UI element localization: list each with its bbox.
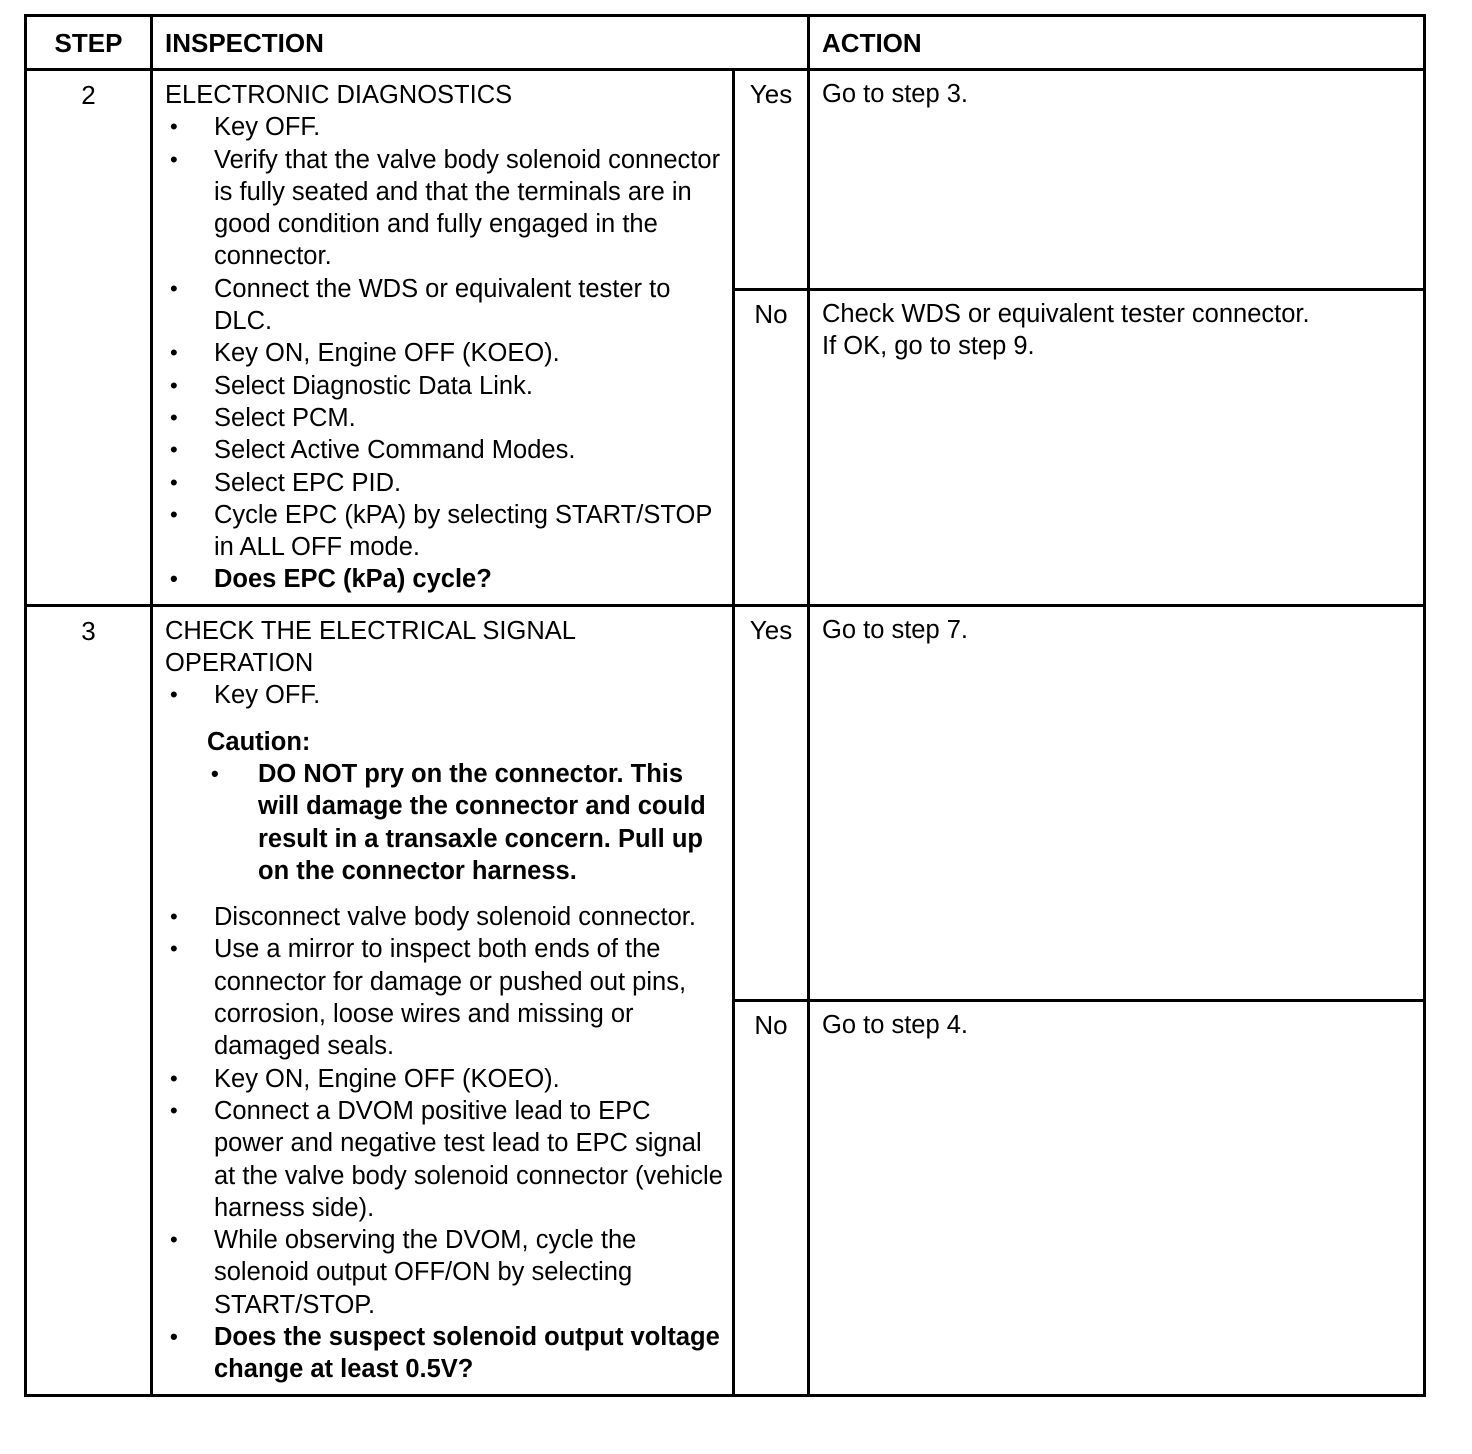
caution-block	[207, 726, 724, 887]
inspection-header: INSPECTION	[152, 16, 809, 70]
no-label: No	[734, 290, 809, 606]
list-item: • Key OFF.	[165, 111, 724, 143]
list-item: • Key ON, Engine OFF (KOEO).	[165, 1063, 724, 1095]
question-item: • Does EPC (kPa) cycle?	[165, 563, 724, 595]
no-label: No	[734, 1000, 809, 1395]
instruction-list	[165, 901, 724, 1385]
table-header-row	[26, 16, 1425, 70]
list-item: • Disconnect valve body solenoid connector.	[165, 901, 724, 933]
list-item: • Select Diagnostic Data Link.	[165, 370, 724, 402]
caution-heading: Caution:	[207, 727, 311, 756]
step-header: STEP	[26, 16, 152, 70]
list-item: • Select PCM.	[165, 402, 724, 434]
table-row-step-3	[26, 605, 1425, 1000]
instruction-list	[165, 679, 724, 711]
step-number: 3	[26, 605, 152, 1395]
yes-label: Yes	[734, 605, 809, 1000]
step-title: ELECTRONIC DIAGNOSTICS	[165, 81, 513, 109]
list-item: • Verify that the valve body solenoid connector is fully seated and that the terminals are in good condition and fully engaged in the connector.	[165, 144, 724, 273]
yes-label: Yes	[734, 70, 809, 290]
no-action: Check WDS or equivalent tester connector. If OK, go to step 9.	[809, 290, 1425, 606]
list-item: • Use a mirror to inspect both ends of the connector for damage or pushed out pins, corrosion, loose wires and missing or damaged seals.	[165, 933, 724, 1062]
question-item: • Does the suspect solenoid output voltage change at least 0.5V?	[165, 1321, 724, 1386]
yes-action: Go to step 7.	[809, 605, 1425, 1000]
list-item: • Connect the WDS or equivalent tester to DLC.	[165, 273, 724, 338]
inspection-cell	[152, 70, 734, 606]
list-item: • Select Active Command Modes.	[165, 434, 724, 466]
step-number: 2	[26, 70, 152, 606]
list-item: • Connect a DVOM positive lead to EPC power and negative test lead to EPC signal at the valve body solenoid connector (vehicle harness side).	[165, 1095, 724, 1224]
list-item: • Select EPC PID.	[165, 467, 724, 499]
action-header: ACTION	[809, 16, 1425, 70]
list-item: • Key ON, Engine OFF (KOEO).	[165, 337, 724, 369]
no-action: Go to step 4.	[809, 1000, 1425, 1395]
table-row-step-2	[26, 70, 1425, 290]
yes-action: Go to step 3.	[809, 70, 1425, 290]
list-item: • While observing the DVOM, cycle the solenoid output OFF/ON by selecting START/STOP.	[165, 1224, 724, 1321]
caution-text: • DO NOT pry on the connector. This will damage the connector and could result in a transaxle concern. Pull up on the connector harness.	[207, 758, 724, 887]
step-title: CHECK THE ELECTRICAL SIGNAL OPERATION	[165, 616, 575, 678]
inspection-cell	[152, 605, 734, 1395]
diagnostic-table	[24, 14, 1426, 1397]
list-item: • Cycle EPC (kPA) by selecting START/STOP in ALL OFF mode.	[165, 499, 724, 564]
list-item: • Key OFF.	[165, 679, 724, 711]
instruction-list	[165, 111, 724, 595]
